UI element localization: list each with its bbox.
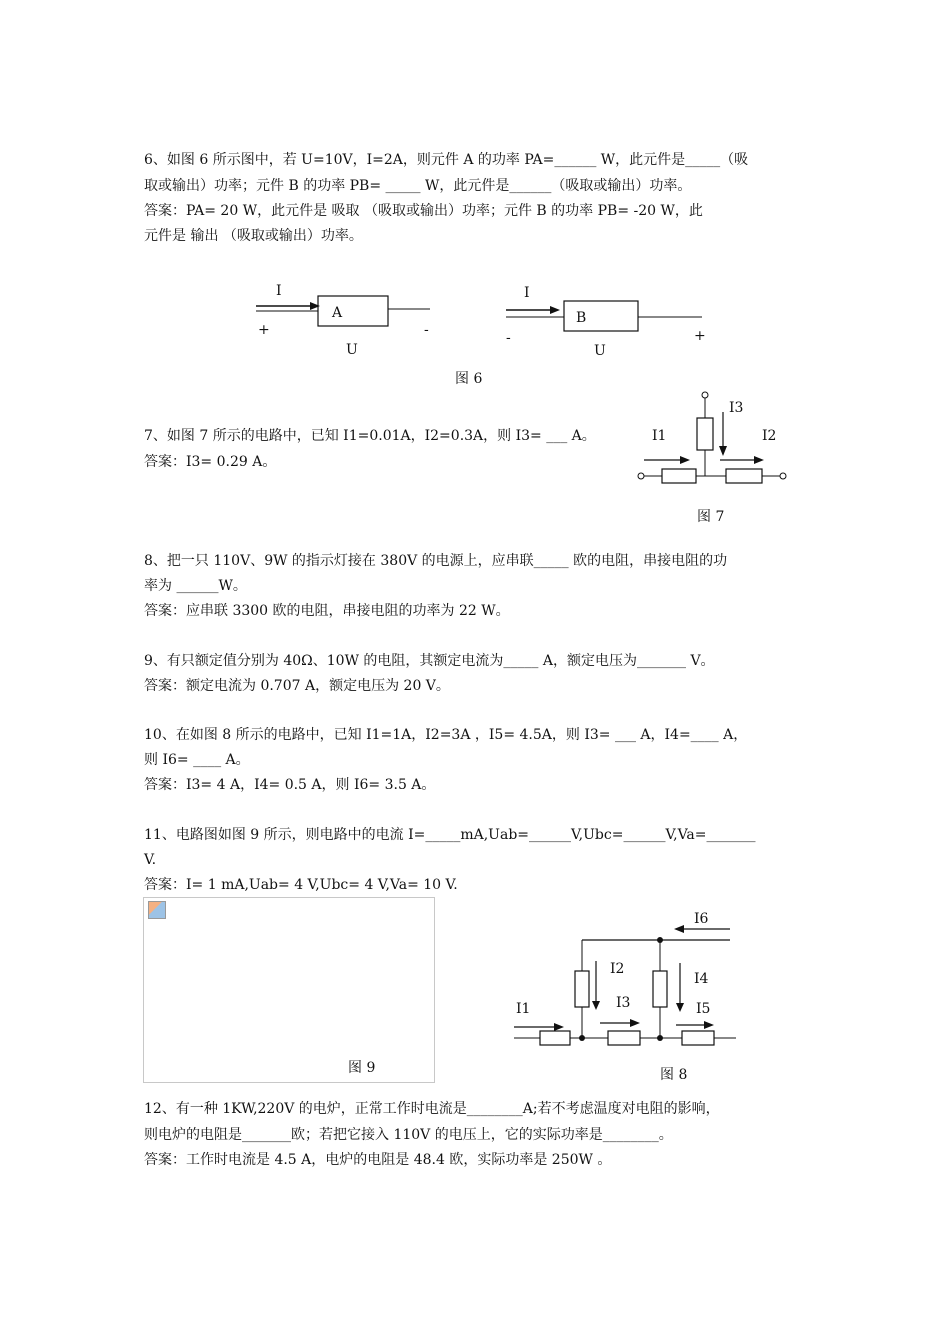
- fig8-i2-label: I2: [610, 961, 625, 977]
- q11-line-1: 11、电路图如图 9 所示，则电路中的电流 I=_____mA,Uab=______V,Ubc=______V,Va=_______: [144, 827, 756, 843]
- q11-line-2: V.: [144, 852, 157, 868]
- fig6-b-plus: +: [694, 328, 706, 344]
- q12-line-1: 12、有一种 1KW,220V 的电炉，正常工作时电流是________A;若不考虑温度对电阻的影响，: [144, 1101, 720, 1117]
- element-b-circuit: [506, 285, 706, 359]
- fig7-right-resistor: [726, 469, 762, 483]
- fig8-left-vertical-resistor: [575, 971, 589, 1007]
- q10-line-2: 则 I6= ____ A。: [144, 752, 250, 768]
- figure-8-diagram: [508, 905, 743, 1050]
- fig6-b-box-label: B: [576, 310, 587, 326]
- fig8-middle-series-resistor: [608, 1031, 640, 1045]
- fig8-i3-label: I3: [616, 995, 631, 1011]
- q10-line-1: 10、在如图 8 所示的电路中，已知 I1=1A，I2=3A ，I5= 4.5A，则 I3= ___ A，I4=____ A，: [144, 727, 748, 743]
- fig6-a-voltage: U: [346, 342, 358, 358]
- q10-answer-line-1: 答案：I3= 4 A，I4= 0.5 A，则 I6= 3.5 A。: [144, 777, 436, 793]
- q8-answer-line-1: 答案：应串联 3300 欧的电阻，串接电阻的功率为 22 W。: [144, 603, 510, 619]
- fig7-left-resistor: [662, 469, 696, 483]
- fig7-i3-label: I3: [729, 400, 744, 416]
- q12-answer-line-1: 答案：工作时电流是 4.5 A，电炉的电阻是 48.4 欧，实际功率是 250W 。: [144, 1152, 612, 1168]
- fig7-i2-label: I2: [762, 428, 777, 444]
- fig8-i6-label: I6: [694, 911, 709, 927]
- q6-line-2: 取或输出）功率；元件 B 的功率 PB= _____ W，此元件是______（吸取或输出）功率。: [144, 178, 692, 194]
- element-a-circuit: [256, 283, 430, 358]
- q12-line-2: 则电炉的电阻是_______欧；若把它接入 110V 的电压上，它的实际功率是________。: [144, 1127, 673, 1143]
- q6-line-1: 6、如图 6 所示图中，若 U=10V，I=2A，则元件 A 的功率 PA=______ W，此元件是_____（吸: [144, 152, 749, 168]
- fig6-b-current-label: I: [524, 285, 530, 301]
- q8-line-1: 8、把一只 110V、9W 的指示灯接在 380V 的电源上，应串联_____ 欧的电阻，串接电阻的功: [144, 553, 728, 569]
- fig6-a-minus: -: [424, 322, 429, 338]
- q6-answer-line-2: 元件是 输出 （吸取或输出）功率。: [144, 228, 363, 244]
- figure-9-image-placeholder: [143, 897, 435, 1083]
- fig8-right-series-resistor: [682, 1031, 714, 1045]
- broken-image-icon: [148, 901, 166, 919]
- fig8-i5-label: I5: [696, 1001, 711, 1017]
- figure-7-diagram: [630, 388, 800, 493]
- q8-line-2: 率为 ______W。: [144, 578, 247, 594]
- fig7-i1-label: I1: [652, 428, 667, 444]
- fig8-i1-label: I1: [516, 1001, 531, 1017]
- fig6-b-voltage: U: [594, 343, 606, 359]
- figure-6-caption: 图 6: [455, 371, 483, 387]
- q7-line-1: 7、如图 7 所示的电路中，已知 I1=0.01A，I2=0.3A，则 I3= ___ A。: [144, 428, 596, 444]
- fig6-a-box-label: A: [332, 305, 343, 321]
- fig6-a-current-label: I: [276, 283, 282, 299]
- fig7-vertical-resistor: [697, 418, 713, 450]
- figure-6-diagram: [250, 280, 710, 370]
- figure-7-caption: 图 7: [697, 509, 725, 525]
- fig6-b-minus: -: [506, 330, 511, 346]
- element-a-box: [318, 296, 388, 326]
- q7-answer-line-1: 答案：I3= 0.29 A。: [144, 454, 277, 470]
- figure-8-caption: 图 8: [660, 1067, 688, 1083]
- figure-9-caption: 图 9: [348, 1060, 376, 1076]
- q6-answer-line-1: 答案：PA= 20 W，此元件是 吸取 （吸取或输出）功率；元件 B 的功率 PB= -20 W，此: [144, 203, 703, 219]
- q9-answer-line-1: 答案：额定电流为 0.707 A，额定电压为 20 V。: [144, 678, 450, 694]
- fig8-left-series-resistor: [540, 1031, 570, 1045]
- fig8-right-vertical-resistor: [653, 971, 667, 1007]
- q11-answer-line-1: 答案：I= 1 mA,Uab= 4 V,Ubc= 4 V,Va= 10 V.: [144, 877, 458, 893]
- fig8-i4-label: I4: [694, 971, 709, 987]
- fig6-a-plus: +: [258, 322, 270, 338]
- q9-line-1: 9、有只额定值分别为 40Ω、10W 的电阻，其额定电流为_____ A，额定电压为_______ V。: [144, 653, 715, 669]
